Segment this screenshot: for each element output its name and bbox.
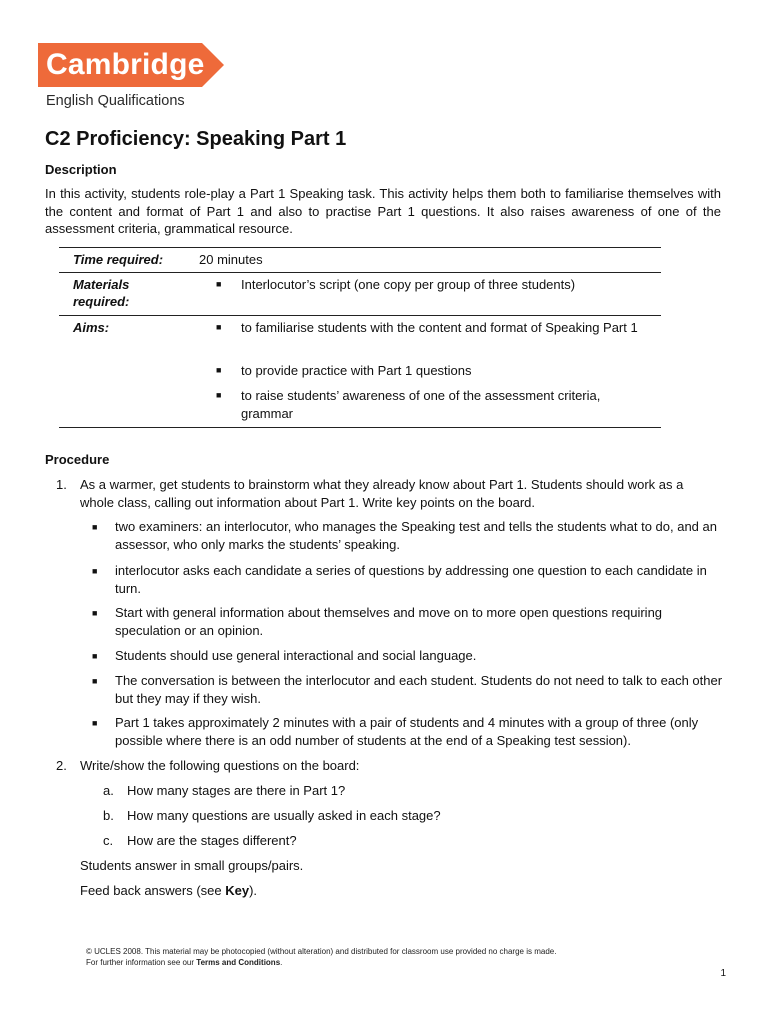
logo-subtitle: English Qualifications — [46, 93, 185, 109]
table-rule — [59, 272, 661, 273]
description-heading: Description — [45, 162, 117, 177]
table-rule — [59, 247, 661, 248]
bullet-icon: ■ — [216, 279, 222, 289]
table-rule — [59, 315, 661, 316]
aims-label: Aims: — [73, 320, 110, 335]
list-item: Students should use general interactional and social language. — [115, 648, 477, 663]
terms-line — [86, 957, 686, 968]
procedure-heading: Procedure — [45, 452, 110, 467]
bullet-icon: ■ — [92, 522, 98, 532]
instruction-text — [80, 882, 257, 900]
bullet-icon: ■ — [216, 390, 222, 400]
bullet-icon: ■ — [92, 608, 98, 618]
key-reference: Key — [225, 883, 250, 898]
bullet-icon: ■ — [92, 651, 98, 661]
time-label: Time required: — [73, 252, 164, 267]
aims-item: to raise students’ awareness of one of the assessment criteria, grammar — [241, 388, 601, 421]
materials-item: Interlocutor’s script (one copy per group of three students) — [241, 277, 576, 292]
question-text: How many stages are there in Part 1? — [127, 783, 346, 798]
terms-suffix: . — [280, 958, 283, 967]
aims-item: to familiarise students with the content and format of Speaking Part 1 — [241, 320, 638, 335]
materials-label: Materials — [73, 277, 130, 292]
bullet-icon: ■ — [216, 322, 222, 332]
bullet-icon: ■ — [92, 566, 98, 576]
page-number: 1 — [720, 968, 726, 979]
question-letter: c. — [103, 833, 114, 848]
copyright-line: © UCLES 2008. This material may be photocopied (without alteration) and distributed for classroom use provided no charge is made. — [86, 947, 557, 956]
aims-item: to provide practice with Part 1 questions — [241, 363, 472, 378]
bullet-icon: ■ — [92, 718, 98, 728]
question-text: How are the stages different? — [127, 833, 297, 848]
list-item: Start with general information about themselves and move on to more open questions requiring speculation or an opinion. — [115, 605, 663, 638]
bullet-icon: ■ — [216, 365, 222, 375]
bullet-icon: ■ — [92, 676, 98, 686]
list-item: The conversation is between the interlocutor and each student. Students do not need to talk to each other but they may if they wish. — [115, 673, 723, 706]
time-value: 20 minutes — [199, 252, 263, 267]
step-number: 2. — [56, 758, 67, 773]
description-text: In this activity, students role-play a Part 1 Speaking task. This activity helps them both to familiarise themselves with the content and format of Part 1 and also to practise Part 1 questions. It also raises awareness of one of the assessment criteria, grammatical resource. — [45, 186, 721, 236]
materials-label: required: — [73, 294, 130, 309]
question-letter: a. — [103, 783, 114, 798]
instruction-text: Students answer in small groups/pairs. — [80, 858, 304, 873]
table-rule — [59, 427, 661, 428]
step-text: As a warmer, get students to brainstorm what they already know about Part 1. Students should work as a whole class, calling out information about Part 1. Write key points on the board. — [80, 477, 684, 510]
question-letter: b. — [103, 808, 114, 823]
terms-prefix: For further information see our — [86, 958, 197, 967]
logo-wordmark: Cambridge — [46, 48, 205, 81]
question-text: How many questions are usually asked in each stage? — [127, 808, 441, 823]
list-item: Part 1 takes approximately 2 minutes with a pair of students and 4 minutes with a group of three (only possible where there is an odd number of students at the end of a Speaking test session). — [115, 715, 699, 748]
footer — [86, 946, 686, 968]
terms-link[interactable]: Terms and Conditions — [196, 958, 281, 967]
feedback-prefix: Feed back answers (see — [80, 883, 226, 898]
list-item: two examiners: an interlocutor, who manages the Speaking test and tells the students what to do, and an assessor, who only marks the students’ speaking. — [115, 519, 717, 552]
step-text: Write/show the following questions on the board: — [80, 758, 360, 773]
feedback-suffix: ). — [249, 883, 258, 898]
step-number: 1. — [56, 477, 67, 492]
list-item: interlocutor asks each candidate a series of questions by addressing one question to each candidate in turn. — [115, 563, 707, 596]
page-title: C2 Proficiency: Speaking Part 1 — [45, 128, 347, 150]
